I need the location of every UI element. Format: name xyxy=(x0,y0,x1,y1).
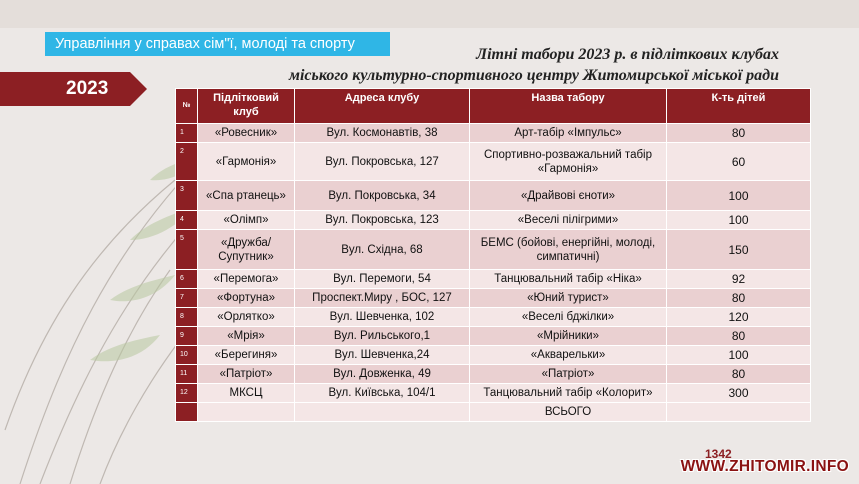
club-cell: «Дружба/ Супутник» xyxy=(198,230,295,270)
club-cell: «Орлятко» xyxy=(198,308,295,327)
club-cell: «Фортуна» xyxy=(198,289,295,308)
count-cell: 120 xyxy=(667,308,811,327)
club-cell: МКСЦ xyxy=(198,384,295,403)
header-count: К-ть дітей xyxy=(667,89,811,124)
header-num: № xyxy=(176,89,198,124)
address-cell: Вул. Довженка, 49 xyxy=(295,365,470,384)
camp-name-cell: «Веселі бджілки» xyxy=(470,308,667,327)
row-number: 11 xyxy=(176,365,198,384)
header-address: Адреса клубу xyxy=(295,89,470,124)
table-row xyxy=(176,327,811,346)
count-cell: 92 xyxy=(667,270,811,289)
table-row xyxy=(176,143,811,181)
address-cell: Вул. Покровська, 34 xyxy=(295,181,470,211)
club-cell: «Олімп» xyxy=(198,211,295,230)
table-row xyxy=(176,124,811,143)
camp-name-cell: Арт-табір «Імпульс» xyxy=(470,124,667,143)
total-value: 1342 xyxy=(705,447,732,461)
club-cell: «Патріот» xyxy=(198,365,295,384)
camp-name-cell: «Веселі пілігрими» xyxy=(470,211,667,230)
camp-name-cell: «Акварельки» xyxy=(470,346,667,365)
table-row xyxy=(176,289,811,308)
club-cell: «Гармонія» xyxy=(198,143,295,181)
department-label: Управління у справах сім"ї, молоді та спорту xyxy=(55,36,355,52)
camps-table xyxy=(175,88,811,422)
club-cell: «Перемога» xyxy=(198,270,295,289)
count-cell: 100 xyxy=(667,211,811,230)
row-number: 12 xyxy=(176,384,198,403)
club-cell: «Спа ртанець» xyxy=(198,181,295,211)
total-num-cell xyxy=(176,403,198,422)
count-cell: 100 xyxy=(667,346,811,365)
table-row xyxy=(176,346,811,365)
count-cell: 80 xyxy=(667,327,811,346)
camp-name-cell: Танцювальний табір «Колорит» xyxy=(470,384,667,403)
address-cell: Вул. Рильського,1 xyxy=(295,327,470,346)
total-label: ВСЬОГО xyxy=(470,403,667,422)
table-row xyxy=(176,384,811,403)
camp-name-cell: «Драйвові єноти» xyxy=(470,181,667,211)
address-cell: Вул. Космонавтів, 38 xyxy=(295,124,470,143)
table-row xyxy=(176,308,811,327)
slide-title xyxy=(219,44,779,86)
row-number: 7 xyxy=(176,289,198,308)
row-number: 3 xyxy=(176,181,198,211)
address-cell: Вул. Київська, 104/1 xyxy=(295,384,470,403)
camp-name-cell: «Юний турист» xyxy=(470,289,667,308)
table-header-row xyxy=(176,89,811,124)
table-row xyxy=(176,270,811,289)
total-empty-cell xyxy=(295,403,470,422)
title-line-1: Літні табори 2023 р. в підліткових клубах xyxy=(476,46,779,63)
camp-name-cell: «Патріот» xyxy=(470,365,667,384)
row-number: 10 xyxy=(176,346,198,365)
row-number: 9 xyxy=(176,327,198,346)
camp-name-cell: «Мрійники» xyxy=(470,327,667,346)
year-badge xyxy=(0,72,130,106)
total-empty-cell xyxy=(667,403,811,422)
row-number: 5 xyxy=(176,230,198,270)
header-club: Підлітковий клуб xyxy=(198,89,295,124)
address-cell: Вул. Покровська, 123 xyxy=(295,211,470,230)
row-number: 8 xyxy=(176,308,198,327)
club-cell: «Берегиня» xyxy=(198,346,295,365)
address-cell: Вул. Шевченка,24 xyxy=(295,346,470,365)
count-cell: 80 xyxy=(667,365,811,384)
count-cell: 300 xyxy=(667,384,811,403)
address-cell: Проспект.Миру , БОС, 127 xyxy=(295,289,470,308)
title-line-2: міського культурно-спортивного центру Житомирської міської ради xyxy=(289,67,779,84)
row-number: 4 xyxy=(176,211,198,230)
camp-name-cell: Спортивно-розважальний табір «Гармонія» xyxy=(470,143,667,181)
count-cell: 150 xyxy=(667,230,811,270)
row-number: 1 xyxy=(176,124,198,143)
year-label: 2023 xyxy=(66,78,109,99)
table-row xyxy=(176,365,811,384)
table-row xyxy=(176,211,811,230)
total-empty-cell xyxy=(198,403,295,422)
count-cell: 60 xyxy=(667,143,811,181)
count-cell: 80 xyxy=(667,124,811,143)
count-cell: 100 xyxy=(667,181,811,211)
row-number: 6 xyxy=(176,270,198,289)
count-cell: 80 xyxy=(667,289,811,308)
address-cell: Вул. Шевченка, 102 xyxy=(295,308,470,327)
row-number: 2 xyxy=(176,143,198,181)
club-cell: «Мрія» xyxy=(198,327,295,346)
total-row xyxy=(176,403,811,422)
address-cell: Вул. Покровська, 127 xyxy=(295,143,470,181)
header-camp-name: Назва табору xyxy=(470,89,667,124)
camp-name-cell: БЕМС (бойові, енергійні, молоді, симпатичні) xyxy=(470,230,667,270)
club-cell: «Ровесник» xyxy=(198,124,295,143)
table-row xyxy=(176,230,811,270)
address-cell: Вул. Східна, 68 xyxy=(295,230,470,270)
table-row xyxy=(176,181,811,211)
table-body xyxy=(176,124,811,422)
address-cell: Вул. Перемоги, 54 xyxy=(295,270,470,289)
camp-name-cell: Танцювальний табір «Ніка» xyxy=(470,270,667,289)
site-watermark: WWW.ZHITOMIR.INFO xyxy=(680,458,849,475)
